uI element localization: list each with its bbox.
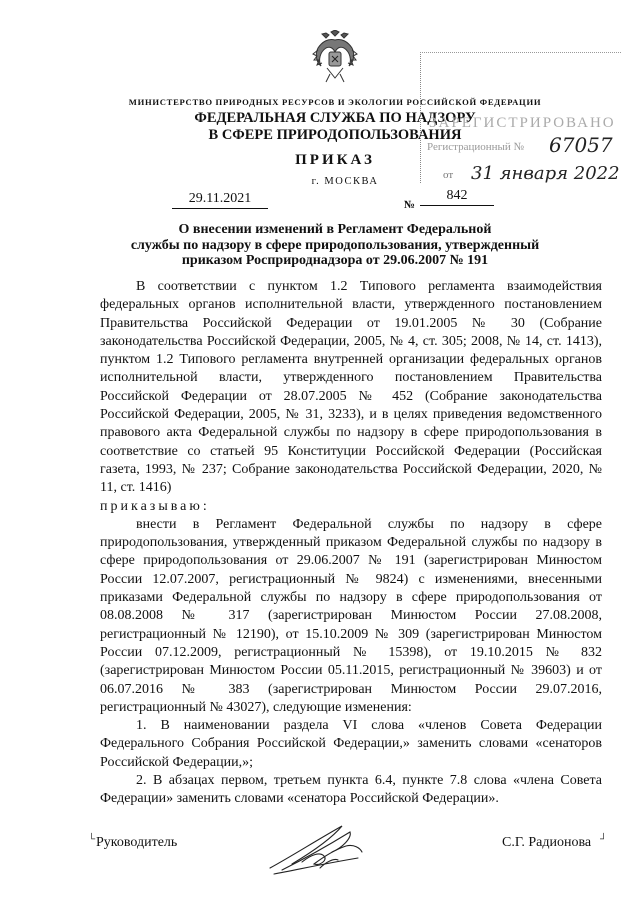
subject-line-2: службы по надзору в сфере природопользования, утвержденный [130, 237, 540, 253]
agency-line-2: В СФЕРЕ ПРИРОДОПОЛЬЗОВАНИЯ [208, 127, 462, 143]
corner-bracket-right-icon: ┘ [600, 834, 608, 845]
order-title: ПРИКАЗ [295, 152, 375, 168]
order-number-sign: № [404, 199, 416, 211]
order-city: г. МОСКВА [311, 176, 379, 187]
amendment-item-1: 1. В наименовании раздела VI слова «членов Совета Федерации Федерального Собрания Российской Федерации,» заменить словами «сенаторов Российской Федерации,»; [100, 718, 602, 770]
stamp-registered-label: ЗАРЕГИСТРИРОВАНО [429, 115, 616, 131]
corner-bracket-left-icon: └ [88, 834, 96, 845]
main-directive-paragraph: внести в Регламент Федеральной службы по надзору в сфере природопользования, утвержденный приказом Федеральной службы по надзору в сфере природопользования от 29.06.2007 № 191 (зарегистрирован Минюстом России 12.07.2007, регистрационный № 9824) с изменениями, внесенными приказами Федеральной службы по надзору в сфере природопользования от 08.08.2008 № 317 (зарегистрирован Минюстом России 27.08.2008, регистрационный № 12190), от 15.10.2009 № 309 (зарегистрирован Минюстом России 07.12.2009, регистрационный № 15398), от 19.10.2015 № 832 (зарегистрирован Минюстом России 05.11.2015, регистрационный № 39603) и от 06.07.2016 № 383 (зарегистрирован Минюстом России 29.07.2016, регистрационный № 43027), следующие изменения: [100, 516, 602, 715]
prikazyvayu-word: приказываю: [100, 498, 210, 514]
signatory-name: С.Г. Радионова [502, 835, 592, 850]
order-body [100, 278, 602, 809]
stamp-reg-number: 67057 [549, 133, 613, 157]
amendment-item-2: 2. В абзацах первом, третьем пункта 6.4, пункте 7.8 слова «члена Совета Федерации» заменить словами «сенатора Российской Федерации». [100, 773, 602, 807]
coat-of-arms-icon [312, 30, 358, 84]
stamp-ot-label: от [443, 169, 454, 181]
preamble-paragraph: В соответствии с пунктом 1.2 Типового регламента взаимодействия федеральных органов исполнительной власти, утвержденного постановлением Правительства Российской Федерации от 19.01.2005 № 30 (Собрание законодательства Российской Федерации, 2005, № 4, ст. 305; 2008, № 14, ст. 1413), пунктом 1.2 Типового регламента внутренней организации федеральных органов исполнительной власти, утвержденного постановлением Правительства Российской Федерации от 28.07.2005 № 452 (Собрание законодательства Российской Федерации, 2005, № 31, 3233), и в целях приведения ведомственного правового акта Федеральной службы по надзору в сфере природопользования в соответствие со статьей 95 Конституции Российской Федерации (Российская газета, 1993, № 237; Собрание законодательства Российской Федерации, 2020, № 11, ст. 1416) [100, 279, 602, 496]
signatory-position: Руководитель [96, 835, 178, 850]
order-subject [110, 222, 560, 269]
agency-line-1: ФЕДЕРАЛЬНАЯ СЛУЖБА ПО НАДЗОРУ [194, 110, 476, 126]
subject-line-1: О внесении изменений в Регламент Федеральной [178, 222, 492, 237]
order-date: 29.11.2021 [172, 191, 268, 209]
ministry-name: МИНИСТЕРСТВО ПРИРОДНЫХ РЕСУРСОВ И ЭКОЛОГИИ РОССИЙСКОЙ ФЕДЕРАЦИИ [128, 97, 542, 107]
order-number: 842 [420, 188, 494, 206]
stamp-reg-date: 31 января 2022 [471, 163, 620, 184]
stamp-reg-number-label: Регистрационный № [427, 141, 525, 153]
signature-icon [262, 818, 372, 880]
subject-line-3: приказом Росприроднадзора от 29.06.2007 № 191 [181, 253, 489, 268]
registration-stamp [420, 52, 621, 183]
